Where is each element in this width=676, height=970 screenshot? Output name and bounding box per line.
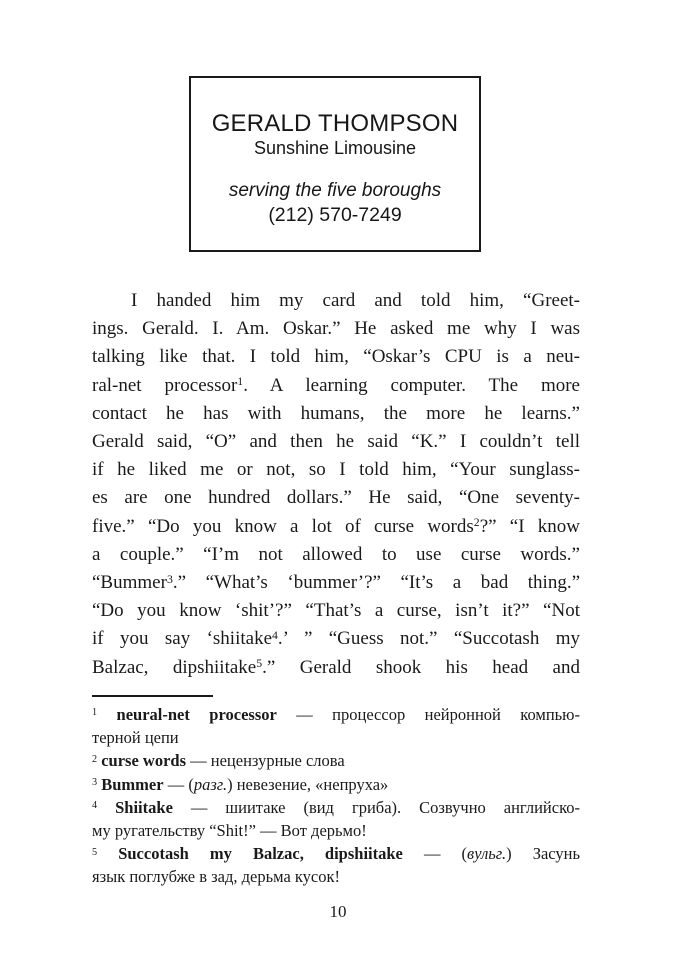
footnote-marker: 5 xyxy=(92,846,98,858)
text-segment: . A learning computer. The more xyxy=(243,374,580,396)
text-segment xyxy=(97,844,118,863)
text-segment: a couple.” “I’m not allowed to use curse words.” xyxy=(92,543,580,565)
page-number: 10 xyxy=(329,902,347,921)
text-segment: ral-net processor xyxy=(92,374,238,396)
text-line xyxy=(92,343,580,371)
text-line xyxy=(92,654,580,682)
text-segment: .” “What’s ‘bummer’?” “It’s a bad thing.” xyxy=(172,572,580,594)
text-segment: es are one hundred dollars.” He said, “One seventy- xyxy=(92,487,580,509)
text-line xyxy=(92,625,580,653)
text-segment: разг. xyxy=(193,774,228,794)
text-segment: “Do you know ‘shit’?” “That’s a curse, isn’t it?” “Not xyxy=(92,600,580,622)
card-phone: (212) 570-7249 xyxy=(268,204,402,226)
text-line xyxy=(92,796,580,819)
text-line xyxy=(92,287,580,315)
footnote-marker: 2 xyxy=(473,516,480,530)
text-line xyxy=(92,400,580,428)
text-segment: five.” “Do you know a lot of curse words xyxy=(92,515,474,537)
footnotes xyxy=(92,703,580,889)
text-segment xyxy=(97,705,116,724)
footnote-separator xyxy=(92,695,213,697)
text-segment: “Bummer xyxy=(92,572,167,594)
footnote-marker: 3 xyxy=(92,777,98,789)
text-line xyxy=(92,456,580,484)
business-card xyxy=(189,76,481,252)
text-segment: talking like that. I told him, “Oskar’s CPU is a neu- xyxy=(92,346,580,368)
footnote-marker: 4 xyxy=(92,800,98,812)
text-segment: neural-net processor xyxy=(116,705,277,724)
text-segment: ) невезение, «непруха» xyxy=(227,774,389,794)
text-line xyxy=(92,819,580,842)
text-segment: — ( xyxy=(402,844,468,864)
text-segment: Balzac, dipshiitake xyxy=(92,656,257,678)
text-segment: — нецензурные слова xyxy=(186,751,345,771)
text-segment: — ( xyxy=(163,774,194,794)
text-segment: ings. Gerald. I. Am. Oskar.” He asked me why I was xyxy=(92,318,580,340)
footnote-marker: 5 xyxy=(256,657,263,671)
text-line xyxy=(92,703,580,726)
text-segment: Bummer xyxy=(101,774,164,794)
text-segment: — шиитаке (вид гриба). Созвучно английско- xyxy=(172,797,580,817)
text-line xyxy=(92,597,580,625)
text-line xyxy=(92,484,580,512)
text-segment: I handed him my card and told him, “Greet- xyxy=(131,290,580,311)
text-segment: му ругательству “Shit!” — Вот дерьмо! xyxy=(92,821,367,841)
text-line xyxy=(92,513,580,541)
text-line xyxy=(92,315,580,343)
body-text xyxy=(92,287,580,682)
footnote-marker: 4 xyxy=(272,629,278,643)
text-segment: — процессор нейронной компью- xyxy=(276,705,581,724)
text-segment: Gerald said, “O” and then he said “K.” I couldn’t tell xyxy=(92,431,580,453)
text-line xyxy=(92,773,580,796)
text-line xyxy=(92,372,580,400)
footnote-marker: 1 xyxy=(237,375,244,389)
text-line xyxy=(92,749,580,772)
text-line xyxy=(92,569,580,597)
text-segment: Shiitake xyxy=(115,797,173,817)
text-segment: ) Засунь xyxy=(506,844,581,864)
text-segment xyxy=(97,798,115,817)
text-line xyxy=(92,428,580,456)
footnote-marker: 3 xyxy=(166,572,173,586)
text-segment: ?” “I know xyxy=(479,515,580,537)
card-company: Sunshine Limousine xyxy=(253,138,417,158)
card-holder-name: GERALD THOMPSON xyxy=(211,110,459,137)
text-segment: curse words xyxy=(101,751,187,771)
text-segment: вульг. xyxy=(467,844,507,864)
text-segment: if you say ‘shiitake xyxy=(92,628,272,650)
text-line xyxy=(92,865,580,888)
text-segment: Succotash my Balzac, dipshiitake xyxy=(118,844,403,864)
text-segment: .’ ” “Guess not.” “Succotash my xyxy=(277,628,580,650)
text-line xyxy=(92,726,580,749)
text-segment: if he liked me or not, so I told him, “Your sunglass- xyxy=(92,459,580,481)
text-line xyxy=(92,842,580,865)
text-segment: терной цепи xyxy=(92,728,179,748)
text-segment: .” Gerald shook his head and xyxy=(262,656,580,678)
footnote-marker: 1 xyxy=(92,707,98,719)
text-segment: contact he has with humans, the more he learns.” xyxy=(92,402,580,424)
text-line xyxy=(92,541,580,569)
footnote-marker: 2 xyxy=(92,753,98,765)
card-tagline: serving the five boroughs xyxy=(228,180,442,201)
text-segment: язык поглубже в зад, дерьма кусок! xyxy=(92,867,341,887)
